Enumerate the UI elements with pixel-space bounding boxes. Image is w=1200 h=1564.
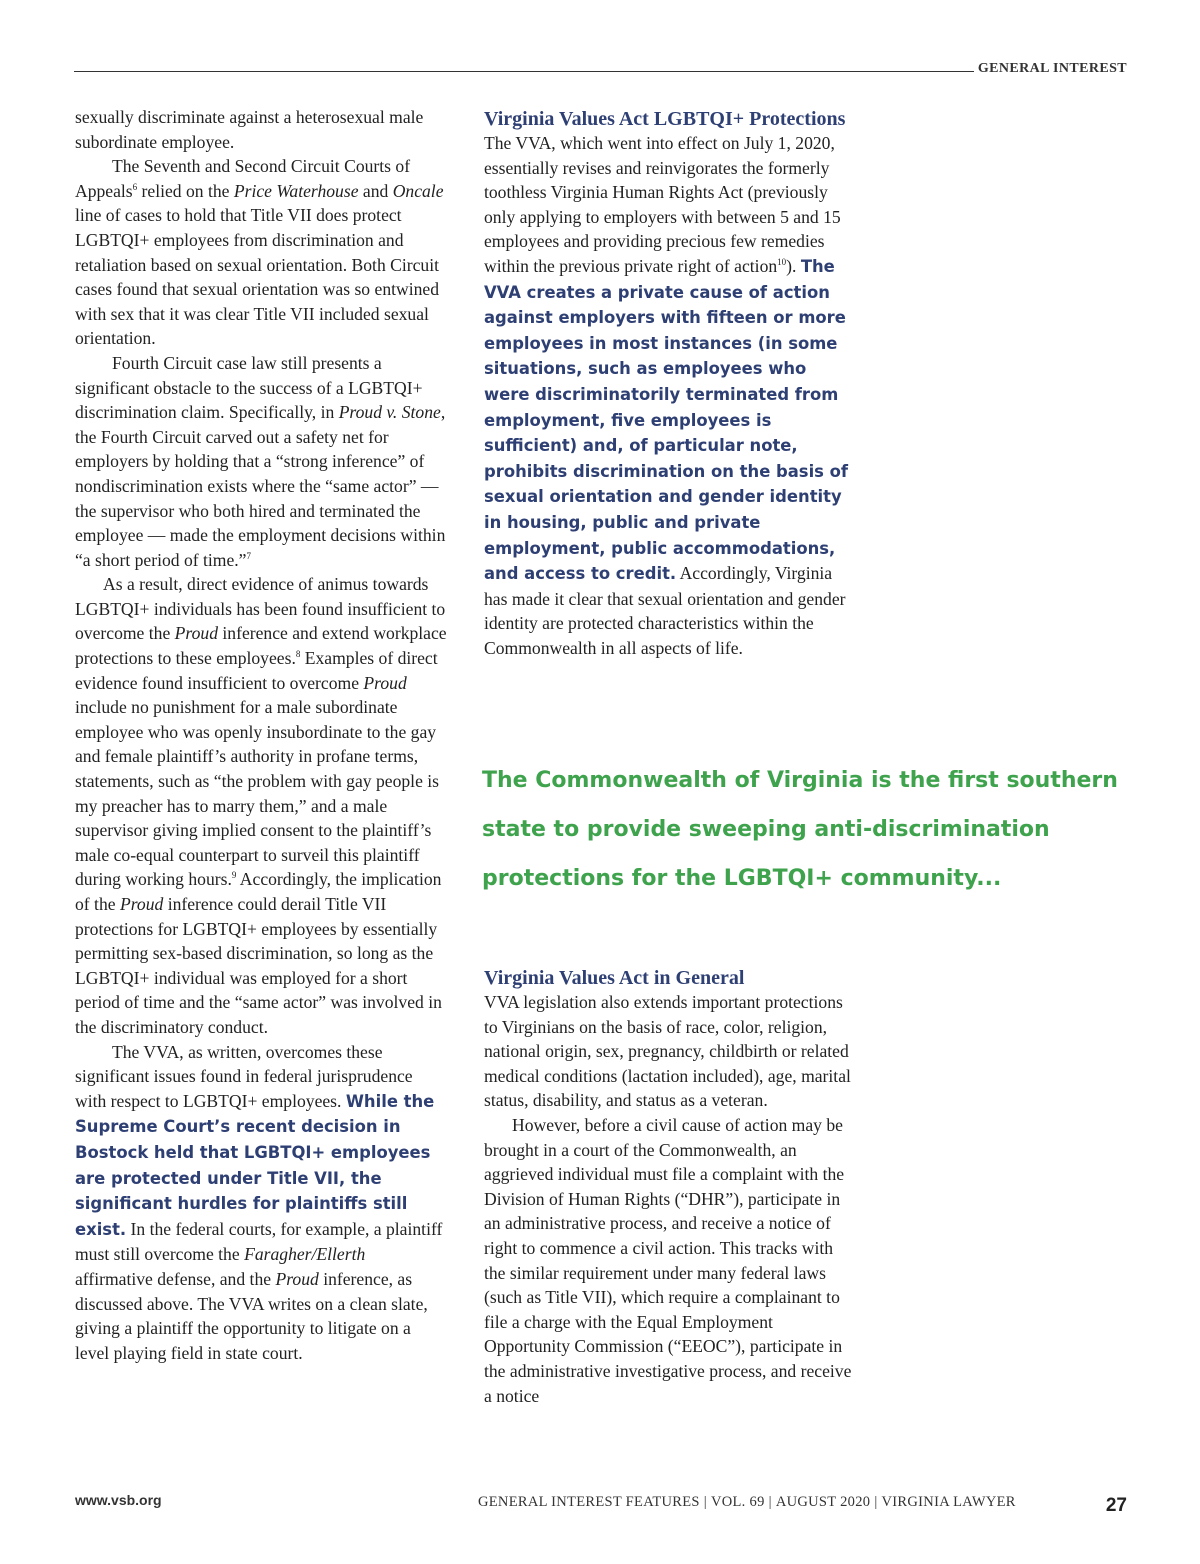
section-label: GENERAL INTEREST — [977, 61, 1127, 76]
section-heading-lgbtqi-protections: Virginia Values Act LGBTQI+ Protections — [484, 108, 846, 130]
footer-date: AUGUST 2020 — [775, 1494, 871, 1510]
footer-website-link[interactable]: www.vsb.org — [75, 1492, 162, 1508]
footer-section: GENERAL INTEREST FEATURES — [478, 1494, 700, 1510]
left-paragraph-3: Fourth Circuit case law still presents a significant obstacle to the success of a LGBTQI+ discrimination claim. Specifically, in Proud v. Stone, the Fourth Circuit carved out a safety net for employers by holding that a “strong inference” of nondiscrimination exists where the “same actor” — the supervisor who both hired and terminated the employee — made the employment decisions within “a short period of time.”$^7$ — [75, 352, 446, 570]
left-column — [75, 105, 447, 1365]
footnote-ref-6: 6 — [132, 181, 138, 192]
footnote-ref-9: 9 — [231, 870, 237, 881]
left-paragraph-4: As a result, direct evidence of animus towards LGBTQI+ individuals has been found insufficient to overcome the Proud inference and extend workplace protections to these employees.$^8$ Examples of direct evidence found insufficient to overcome Proud include no punishment for a male subordinate employee who was openly insubordinate to the gay and female plaintiff’s authority in profane terms, statements, such as “the problem with gay people is my preacher has to marry them,” and a male supervisor giving implied consent to the plaintiff’s male co-equal counterpart to surveil this plaintiff during working hours.$^9$ Accordingly, the implication of the Proud inference could derail Title VII protections for LGBTQI+ employees by essentially permitting sex-based discrimination, so long as the LGBTQI+ individual was employed for a short period of time and the “same actor” was involved in the discriminatory conduct. — [75, 574, 447, 1037]
footnote-ref-7: 7 — [246, 550, 251, 561]
left-paragraph-2: The Seventh and Second Circuit Courts of Appeals$^6$ relied on the Price Waterhouse and Oncale line of cases to hold that Title VII does protect LGBTQI+ employees from discrimination and retaliation based on sexual orientation. Both Circuit cases found that sexual orientation was so entwined with sex that it was clear Title VII included sexual orientation. — [75, 156, 444, 349]
pull-quote: The Commonwealth of Virginia is the first southern state to provide sweeping anti-discrimination protections for the LGBTQI+ community... — [482, 768, 1118, 891]
section-heading-vva-general: Virginia Values Act in General — [484, 967, 745, 989]
right-column-bottom — [484, 966, 856, 1408]
right-paragraph-2: VVA legislation also extends important protections to Virginians on the basis of race, color, religion, national origin, sex, pregnancy, childbirth or related medical conditions (lactation included), age, marital status, disability, and status as a veteran. — [484, 992, 851, 1111]
footnote-ref-10: 10 — [777, 257, 787, 268]
page-number: 27 — [1105, 1495, 1127, 1516]
right-paragraph-3: However, before a civil cause of action may be brought in a court of the Commonwealth, an aggrieved individual must file a complaint with the Division of Human Rights (“DHR”), participate in an administrative process, and receive a notice of right to commence a civil action. This tracks with the similar requirement under many federal laws (such as Title VII), which require a complainant to file a charge with the Equal Employment Opportunity Commission (“EEOC”), participate in the administrative investigative process, and receive a notice — [484, 1114, 852, 1406]
footer-volume: VOL. 69 — [710, 1494, 765, 1510]
left-paragraph-5: The VVA, as written, overcomes these significant issues found in federal jurisprudence with respect to LGBTQI+ employees. While the Supreme Court’s recent decision in Bostock held that LGBTQI+ employees are protected under Title VII, the significant hurdles for plaintiffs still exist. In the federal courts, for example, a plaintiff must still overcome the Faragher/Ellerth affirmative defense, and the Proud inference, as discussed above. The VVA writes on a clean slate, giving a plaintiff the opportunity to litigate on a level playing field in state court. — [75, 1041, 443, 1363]
footnote-ref-8: 8 — [295, 649, 301, 660]
right-column-top — [484, 107, 856, 660]
highlighted-quote: The VVA creates a private cause of action against employers with fifteen or more employees in most instances (in some situations, such as employees who were discriminatorily terminated from employment, five employees is sufficient) and, of particular note, prohibits discrimination on the basis of sexual orientation and gender identity in housing, public and private employment, public accommodations, and access to credit. — [484, 256, 849, 584]
left-paragraph-1: sexually discriminate against a heterosexual male subordinate employee. — [75, 107, 424, 152]
header-rule — [74, 71, 974, 72]
footer-publication: VIRGINIA LAWYER — [881, 1494, 1016, 1510]
right-paragraph-1: The VVA, which went into effect on July 1, 2020, essentially revises and reinvigorates the formerly toothless Virginia Human Rights Act (previously only applying to employers with between 5 and 15 employees and providing precious few remedies within the previous private right of action$^{10}$). The VVA creates a private cause of action against employers with fifteen or more employees in most instances (in some situations, such as employees who were discriminatorily terminated from employment, five employees is sufficient) and, of particular note, prohibits discrimination on the basis of sexual orientation and gender identity in housing, public and private employment, public accommodations, and access to credit. Accordingly, Virginia has made it clear that sexual orientation and gender identity are protected characteristics within the Commonwealth in all aspects of life. — [484, 133, 849, 658]
footer-publication-info: GENERAL INTEREST FEATURES | VOL. 69 | AUGUST 2020 | VIRGINIA LAWYER — [478, 1494, 1016, 1510]
highlighted-quote: While the Supreme Court’s recent decision in Bostock held that LGBTQI+ employees are protected under Title VII, the significant hurdles for plaintiffs still exist. — [75, 1091, 435, 1239]
